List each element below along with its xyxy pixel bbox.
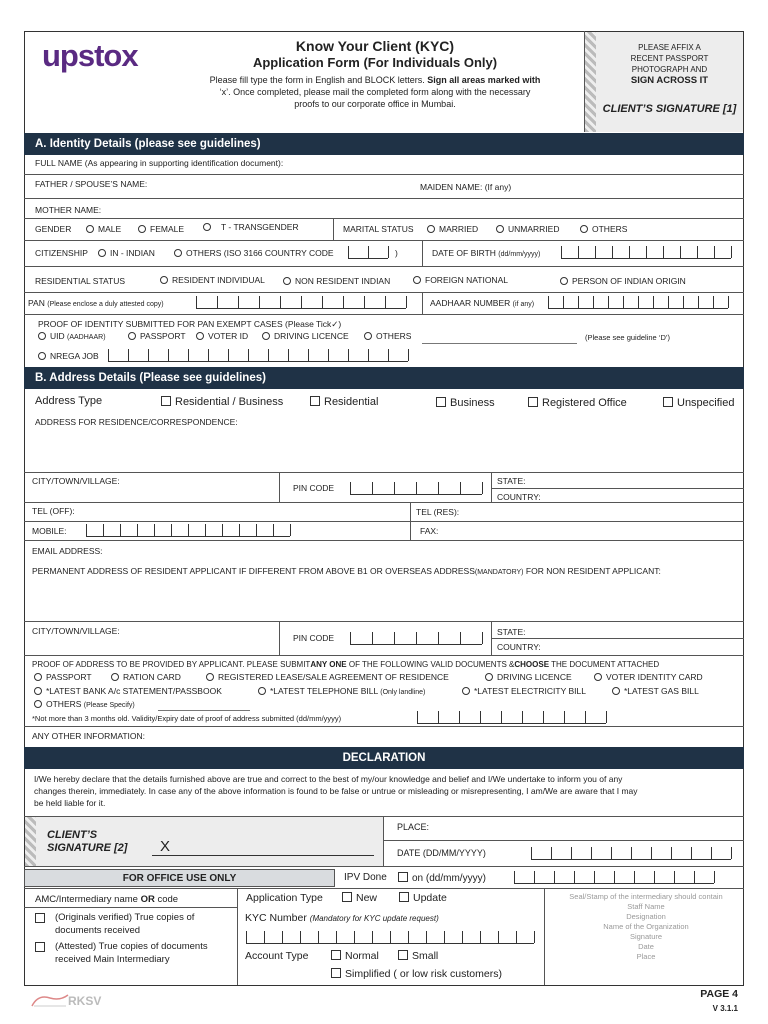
account-small[interactable] — [398, 950, 438, 962]
dob-cells[interactable] — [561, 246, 731, 259]
male-label: MALE — [98, 224, 122, 234]
poa-passport-label: PASSPORT — [46, 672, 92, 682]
kyc-note: (Mandatory for KYC update request) — [309, 914, 439, 923]
seal-line1: Seal/Stamp of the intermediary should contain — [569, 892, 723, 901]
marital-status-label: MARITAL STATUS — [343, 224, 414, 234]
poa-gas[interactable] — [612, 686, 699, 696]
aadhaar-label — [430, 298, 534, 308]
radio-icon[interactable] — [560, 277, 568, 285]
update-label: Update — [413, 892, 447, 904]
upstox-logo: upstox — [42, 38, 138, 73]
radio-icon[interactable] — [38, 352, 46, 360]
aadhaar-text: AADHAAR NUMBER — [430, 298, 511, 308]
poa-b: ANY ONE — [310, 660, 347, 669]
resident-individual[interactable] — [160, 275, 265, 285]
checkbox-icon[interactable] — [331, 968, 341, 978]
voter-card-label: VOTER IDENTITY CARD — [606, 672, 703, 682]
aadhaar-note: (if any) — [512, 301, 535, 308]
pin-code-label: PIN CODE — [293, 483, 335, 493]
radio-icon[interactable] — [203, 223, 211, 231]
radio-icon[interactable] — [496, 225, 504, 233]
unspecified-label: Unspecified — [677, 397, 735, 409]
radio-icon[interactable] — [128, 332, 136, 340]
state2-label: STATE: — [497, 627, 526, 637]
divider — [333, 218, 334, 240]
radio-icon[interactable] — [111, 673, 119, 681]
radio-icon[interactable] — [34, 687, 42, 695]
fax-label: FAX: — [420, 526, 439, 536]
ipv-done-label: IPV Done — [344, 872, 387, 883]
kyc-number-cells[interactable] — [246, 931, 534, 944]
app-type-new[interactable] — [342, 892, 377, 904]
nri-label: NON RESIDENT INDIAN — [295, 276, 391, 286]
pin-cells[interactable] — [350, 482, 482, 495]
checkbox-icon[interactable] — [161, 396, 171, 406]
marital-unmarried[interactable] — [496, 224, 559, 234]
checkbox-icon[interactable] — [310, 396, 320, 406]
poi-others[interactable] — [364, 331, 411, 341]
divider — [491, 488, 744, 489]
radio-icon[interactable] — [485, 673, 493, 681]
radio-icon[interactable] — [258, 687, 266, 695]
rksv-logo-icon — [30, 992, 70, 1008]
resident-individual-label: RESIDENT INDIVIDUAL — [172, 275, 265, 285]
mobile-label: MOBILE: — [32, 526, 67, 536]
guideline-d-note: (Please see guideline ‘D’) — [585, 333, 671, 342]
female-label: FEMALE — [150, 224, 185, 234]
declaration-date-cells[interactable] — [531, 847, 731, 860]
checkbox-icon[interactable] — [342, 892, 352, 902]
poa-others-label: OTHERS — [46, 699, 82, 709]
aadhaar-cells[interactable] — [548, 296, 728, 309]
address-type-label: Address Type — [35, 395, 103, 407]
radio-icon[interactable] — [594, 673, 602, 681]
sig2-line2: SIGNATURE [2] — [47, 842, 128, 854]
app-type-update[interactable] — [399, 892, 447, 904]
normal-label: Normal — [345, 950, 379, 962]
validity-date-cells[interactable] — [417, 711, 606, 724]
addr-type-registered[interactable] — [528, 397, 627, 409]
business-label: Business — [450, 397, 495, 409]
client-signature-2-field[interactable] — [152, 855, 374, 856]
any-other-info-label: ANY OTHER INFORMATION: — [32, 731, 146, 741]
kyc-number-label — [245, 912, 439, 924]
unmarried-label: UNMARRIED — [508, 224, 560, 234]
divider — [24, 655, 744, 656]
radio-icon[interactable] — [86, 225, 94, 233]
close-paren: ) — [395, 248, 398, 258]
radio-icon[interactable] — [462, 687, 470, 695]
citizenship-others[interactable] — [174, 248, 334, 258]
instr-line3: proofs to our corporate office in Mumbai. — [294, 99, 456, 109]
gender-female[interactable] — [138, 224, 184, 234]
form-subtitle: Application Form (For Individuals Only) — [252, 55, 498, 70]
amc-or: OR — [140, 894, 155, 905]
seal-stamp-area — [548, 892, 744, 962]
photo-instructions — [596, 42, 743, 86]
amc-label — [35, 894, 178, 905]
permanent-address-label — [32, 566, 661, 576]
poi-driving-licence[interactable] — [262, 331, 349, 341]
tel-res-label: TEL (RES): — [416, 507, 460, 517]
date-label: DATE (DD/MM/YYYY) — [397, 848, 486, 858]
divider — [24, 314, 744, 315]
divider — [24, 726, 744, 727]
marital-others[interactable] — [580, 224, 627, 234]
kyc-number-text: KYC Number — [245, 912, 307, 924]
rksv-text: RKSV — [68, 994, 102, 1008]
transgender-label: T - TRANSGENDER — [221, 222, 299, 232]
divider — [279, 621, 280, 655]
pan-label — [28, 298, 164, 308]
pin2-label: PIN CODE — [293, 633, 335, 643]
res-business-label: Residential / Business — [175, 396, 284, 408]
pan-note: (Please enclose a duly attested copy) — [47, 301, 164, 308]
uid-label: UID — [50, 331, 65, 341]
poa-lease[interactable] — [206, 672, 449, 682]
divider — [491, 472, 492, 502]
radio-icon[interactable] — [262, 332, 270, 340]
city2-label: CITY/TOWN/VILLAGE: — [32, 626, 120, 636]
citizenship-label: CITIZENSHIP — [35, 248, 88, 258]
foreign-label: FOREIGN NATIONAL — [425, 275, 508, 285]
gender-label: GENDER — [35, 224, 72, 234]
radio-icon[interactable] — [580, 225, 588, 233]
radio-icon[interactable] — [612, 687, 620, 695]
seal-line2: Staff Name — [627, 902, 665, 911]
photo-line2: RECENT PASSPORT — [630, 54, 709, 63]
poa-ration-card[interactable] — [111, 672, 181, 682]
nrega-cells[interactable] — [108, 349, 408, 362]
poa-driving-label: DRIVING LICENCE — [497, 672, 572, 682]
seal-line5: Signature — [629, 932, 663, 941]
attested-copies[interactable] — [35, 940, 208, 966]
perm-mandatory: (MANDATORY) — [474, 569, 524, 576]
divider — [24, 621, 744, 622]
divider — [422, 240, 423, 266]
declaration-header: DECLARATION — [24, 747, 744, 769]
seal-line4: Name of the Organization — [603, 922, 689, 931]
divider — [24, 174, 744, 175]
dob-label — [432, 248, 540, 258]
checkbox-icon[interactable] — [35, 913, 45, 923]
non-resident-indian[interactable] — [283, 276, 390, 286]
photo-line4: SIGN ACROSS IT — [630, 75, 709, 86]
passport-label: PASSPORT — [140, 331, 186, 341]
declaration-text — [34, 773, 734, 809]
amc-code: code — [157, 894, 179, 905]
foreign-national[interactable] — [413, 275, 508, 285]
seal-line6: Date — [638, 942, 654, 951]
indian-label: IN - INDIAN — [110, 248, 155, 258]
others-field[interactable] — [422, 343, 577, 344]
poi-voter-id[interactable] — [196, 331, 248, 341]
divider — [24, 292, 744, 293]
photo-line3: PHOTOGRAPH AND — [631, 65, 708, 74]
declaration-line1: I/We hereby declare that the details furnished above are true and correct to the best of my/our knowledge and belief and I/We undertake to inform you of any — [34, 774, 623, 784]
seal-line7: Place — [636, 952, 656, 961]
poa-telephone[interactable] — [258, 686, 425, 696]
divider — [24, 198, 744, 199]
gender-transgender[interactable] — [203, 222, 299, 232]
photo-stripe — [585, 32, 596, 132]
perm-tail: FOR NON RESIDENT APPLICANT: — [525, 566, 661, 576]
radio-icon[interactable] — [174, 249, 182, 257]
radio-icon[interactable] — [206, 673, 214, 681]
addr-type-residential[interactable] — [310, 396, 378, 408]
radio-icon[interactable] — [283, 277, 291, 285]
divider — [24, 521, 744, 522]
radio-icon[interactable] — [34, 700, 42, 708]
divider — [24, 472, 744, 473]
poa-others[interactable] — [34, 699, 135, 709]
pio-label: PERSON OF INDIAN ORIGIN — [572, 276, 686, 286]
poa-d: CHOOSE — [514, 660, 550, 669]
mother-name-label: MOTHER NAME: — [35, 205, 102, 215]
orig-line2: documents received — [55, 925, 141, 936]
country-label: COUNTRY: — [497, 492, 541, 502]
addr-type-res-business[interactable] — [161, 396, 283, 408]
form-title: Know Your Client (KYC) — [295, 38, 455, 54]
city-label: CITY/TOWN/VILLAGE: — [32, 476, 120, 486]
driving-label: DRIVING LICENCE — [274, 331, 349, 341]
poa-c: OF THE FOLLOWING VALID DOCUMENTS & — [348, 660, 515, 669]
gender-male[interactable] — [86, 224, 121, 234]
checkbox-icon[interactable] — [398, 950, 408, 960]
others-specify-field[interactable] — [158, 710, 250, 711]
on-date-label: on (dd/mm/yyyy) — [412, 873, 486, 884]
dob-text: DATE OF BIRTH — [432, 248, 496, 258]
checkbox-icon[interactable] — [436, 397, 446, 407]
others-label: OTHERS — [592, 224, 628, 234]
poa-a: PROOF OF ADDRESS TO BE PROVIDED BY APPLICANT. PLEASE SUBMIT — [32, 660, 311, 669]
account-simplified[interactable] — [331, 968, 502, 980]
divider — [491, 638, 744, 639]
divider — [24, 240, 744, 241]
pan-text: PAN — [28, 298, 45, 308]
pin2-cells[interactable] — [350, 632, 482, 645]
poa-driving[interactable] — [485, 672, 572, 682]
tel-note: (Only landline) — [380, 689, 426, 696]
others-iso-label: OTHERS (ISO 3166 COUNTRY CODE — [186, 248, 334, 258]
state-label: STATE: — [497, 476, 526, 486]
declaration-line3: be held liable for it. — [34, 798, 106, 808]
ration-label: RATION CARD — [123, 672, 181, 682]
new-label: New — [356, 892, 378, 904]
gas-label: *LATEST GAS BILL — [624, 686, 699, 696]
residential-status-label: RESIDENTIAL STATUS — [35, 276, 126, 286]
version: V 3.1.1 — [712, 1004, 738, 1013]
divider — [24, 866, 744, 867]
att-line2: received Main Intermediary — [55, 954, 170, 965]
checkbox-icon[interactable] — [35, 942, 45, 952]
ipv-date[interactable] — [398, 872, 486, 884]
instr-bold: Sign all areas marked with — [427, 75, 541, 85]
poi-title: PROOF OF IDENTITY SUBMITTED FOR PAN EXEMPT CASES (Please Tick✓) — [38, 319, 342, 329]
simplified-label: Simplified ( or low risk customers) — [345, 968, 502, 980]
person-indian-origin[interactable] — [560, 276, 686, 286]
married-label: MARRIED — [439, 224, 479, 234]
poi-nrega[interactable] — [38, 351, 99, 361]
instr-text: Please fill type the form in English and BLOCK letters. — [209, 75, 425, 85]
photo-line1: PLEASE AFFIX A — [638, 43, 701, 52]
client-signature-2-label — [47, 829, 127, 855]
sig2-line1: CLIENT’S — [47, 829, 98, 841]
place-label: PLACE: — [397, 822, 430, 832]
instructions — [180, 74, 570, 110]
radio-icon[interactable] — [413, 276, 421, 284]
dob-format: (dd/mm/yyyy) — [498, 251, 541, 258]
residential-label: Residential — [324, 396, 379, 408]
bank-label: *LATEST BANK A/c STATEMENT/PASSBOOK — [46, 686, 222, 696]
originals-verified[interactable] — [35, 911, 194, 937]
radio-icon[interactable] — [196, 332, 204, 340]
small-label: Small — [412, 950, 439, 962]
divider — [237, 888, 238, 985]
instr-line2: ‘x’. Once completed, please mail the completed form along with the necessary — [219, 87, 531, 97]
divider — [24, 540, 744, 541]
radio-icon[interactable] — [364, 332, 372, 340]
father-name-label: FATHER / SPOUSE’S NAME: — [35, 179, 148, 189]
seal-line3: Designation — [626, 912, 666, 921]
divider — [24, 266, 744, 267]
poa-voter-card[interactable] — [594, 672, 703, 682]
poi-passport[interactable] — [128, 331, 186, 341]
application-type-label: Application Type — [246, 892, 323, 904]
divider — [383, 816, 384, 866]
citizenship-indian[interactable] — [98, 248, 155, 258]
nrega-label: NREGA JOB — [50, 351, 99, 361]
perm-addr-text: PERMANENT ADDRESS OF RESIDENT APPLICANT IF DIFFERENT FROM ABOVE B1 OR OVERSEAS ADDRESS — [32, 566, 475, 576]
checkbox-icon[interactable] — [398, 872, 408, 882]
divider — [422, 292, 423, 314]
marital-married[interactable] — [427, 224, 478, 234]
divider — [24, 502, 744, 503]
ipv-date-cells[interactable] — [514, 871, 714, 884]
addr-type-unspecified[interactable] — [663, 397, 734, 409]
poi-uid[interactable] — [38, 331, 106, 341]
poa-bank[interactable] — [34, 686, 222, 696]
rksv-logo — [30, 992, 110, 1010]
telephone-label: *LATEST TELEPHONE BILL — [270, 686, 378, 696]
full-name-label: FULL NAME (As appearing in supporting identification document): — [35, 158, 284, 168]
divider — [383, 840, 744, 841]
section-a-header: A. Identity Details (please see guidelines) — [24, 133, 744, 155]
voter-label: VOTER ID — [208, 331, 249, 341]
lease-label: REGISTERED LEASE/SALE AGREEMENT OF RESIDENCE — [218, 672, 449, 682]
checkbox-icon[interactable] — [663, 397, 673, 407]
country2-label: COUNTRY: — [497, 642, 541, 652]
declaration-line2: changes therein, immediately. In case any of the above information is found to be false or untrue or misleading or misrepresenting, I am/We are aware that I may — [34, 786, 638, 796]
radio-icon[interactable] — [138, 225, 146, 233]
account-normal[interactable] — [331, 950, 379, 962]
amc-text: AMC/Intermediary name — [35, 894, 138, 905]
radio-icon[interactable] — [38, 332, 46, 340]
others2-label: OTHERS — [376, 331, 412, 341]
mobile-cells[interactable] — [86, 524, 290, 537]
page-number: PAGE 4 — [700, 988, 738, 1000]
radio-icon[interactable] — [98, 249, 106, 257]
divider — [544, 888, 545, 985]
office-use-header: FOR OFFICE USE ONLY — [24, 869, 335, 887]
poa-title — [32, 660, 659, 669]
country-code-cells[interactable] — [348, 246, 388, 259]
signature2-stripe — [25, 817, 36, 866]
pan-cells[interactable] — [196, 296, 406, 309]
divider — [24, 218, 744, 219]
tel-off-label: TEL (OFF): — [32, 506, 75, 516]
divider — [24, 907, 237, 908]
poa-electricity[interactable] — [462, 686, 586, 696]
client-signature-1[interactable]: CLIENT’S SIGNATURE [1] — [602, 103, 737, 115]
orig-line1: (Originals verified) True copies of — [55, 912, 195, 923]
addr-type-business[interactable] — [436, 397, 495, 409]
poa-e: THE DOCUMENT ATTACHED — [551, 660, 660, 669]
radio-icon[interactable] — [160, 276, 168, 284]
email-label: EMAIL ADDRESS: — [32, 546, 103, 556]
account-type-label: Account Type — [245, 950, 309, 962]
poa-passport[interactable] — [34, 672, 92, 682]
maiden-name-label: MAIDEN NAME: (If any) — [420, 182, 512, 192]
section-b-header: B. Address Details (Please see guidelines) — [24, 367, 744, 389]
address-residence-label: ADDRESS FOR RESIDENCE/CORRESPONDENCE: — [35, 417, 238, 427]
radio-icon[interactable] — [34, 673, 42, 681]
electricity-label: *LATEST ELECTRICITY BILL — [474, 686, 586, 696]
checkbox-icon[interactable] — [528, 397, 538, 407]
att-line1: (Attested) True copies of documents — [55, 941, 208, 952]
checkbox-icon[interactable] — [399, 892, 409, 902]
validity-note: *Not more than 3 months old. Validity/Expiry date of proof of address submitted (dd/mm/yyyy) — [32, 714, 342, 723]
signature-x-mark: X — [160, 838, 171, 855]
others-note: (Please Specify) — [83, 702, 135, 709]
uid-note: (AADHAAR) — [67, 334, 106, 341]
checkbox-icon[interactable] — [331, 950, 341, 960]
registered-label: Registered Office — [542, 397, 627, 409]
radio-icon[interactable] — [427, 225, 435, 233]
divider — [279, 472, 280, 502]
divider — [24, 888, 744, 889]
